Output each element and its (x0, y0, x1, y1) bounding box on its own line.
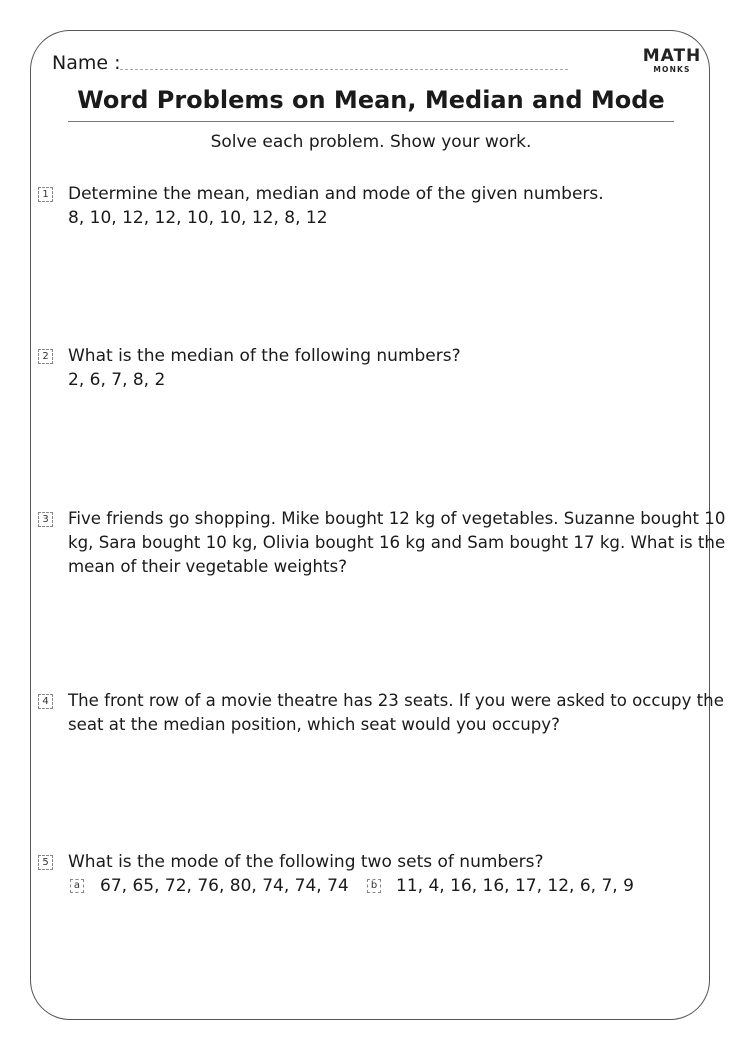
question-data: 8, 10, 12, 12, 10, 10, 12, 8, 12 (68, 208, 328, 228)
question-text-line: The front row of a movie theatre has 23 seats. If you were asked to occupy the (68, 691, 724, 710)
instructions: Solve each problem. Show your work. (210, 132, 532, 152)
part-label: b (367, 879, 381, 893)
title-underline (68, 121, 674, 122)
page-title: Word Problems on Mean, Median and Mode (77, 86, 665, 114)
question-text-line: seat at the median position, which seat would you occupy? (68, 715, 560, 734)
logo-main-text: MATH (642, 46, 702, 66)
part-data: 11, 4, 16, 16, 17, 12, 6, 7, 9 (396, 876, 634, 896)
question-1 (68, 182, 716, 230)
question-5 (68, 850, 716, 874)
question-4 (68, 689, 724, 737)
part-label: a (70, 879, 84, 893)
name-input-line[interactable] (120, 69, 568, 70)
question-number: 4 (38, 694, 53, 709)
question-3 (68, 507, 726, 579)
part-data: 67, 65, 72, 76, 80, 74, 74, 74 (100, 876, 349, 896)
question-text: Determine the mean, median and mode of the given numbers. (68, 184, 604, 204)
question-2 (68, 344, 716, 392)
question-text-line: mean of their vegetable weights? (68, 557, 348, 576)
question-text: What is the mode of the following two sets of numbers? (68, 852, 544, 872)
logo-sub-text: MONKS (653, 65, 691, 74)
question-text: What is the median of the following numbers? (68, 346, 461, 366)
question-text-line: Five friends go shopping. Mike bought 12 kg of vegetables. Suzanne bought 10 (68, 509, 726, 528)
question-number: 5 (38, 855, 53, 870)
question-text-line: kg, Sara bought 10 kg, Olivia bought 16 kg and Sam bought 17 kg. What is the (68, 533, 726, 552)
question-number: 1 (38, 187, 53, 202)
math-monks-logo (640, 46, 704, 76)
question-data: 2, 6, 7, 8, 2 (68, 370, 166, 390)
question-number: 2 (38, 349, 53, 364)
question-number: 3 (38, 512, 53, 527)
name-label: Name : (52, 52, 121, 74)
